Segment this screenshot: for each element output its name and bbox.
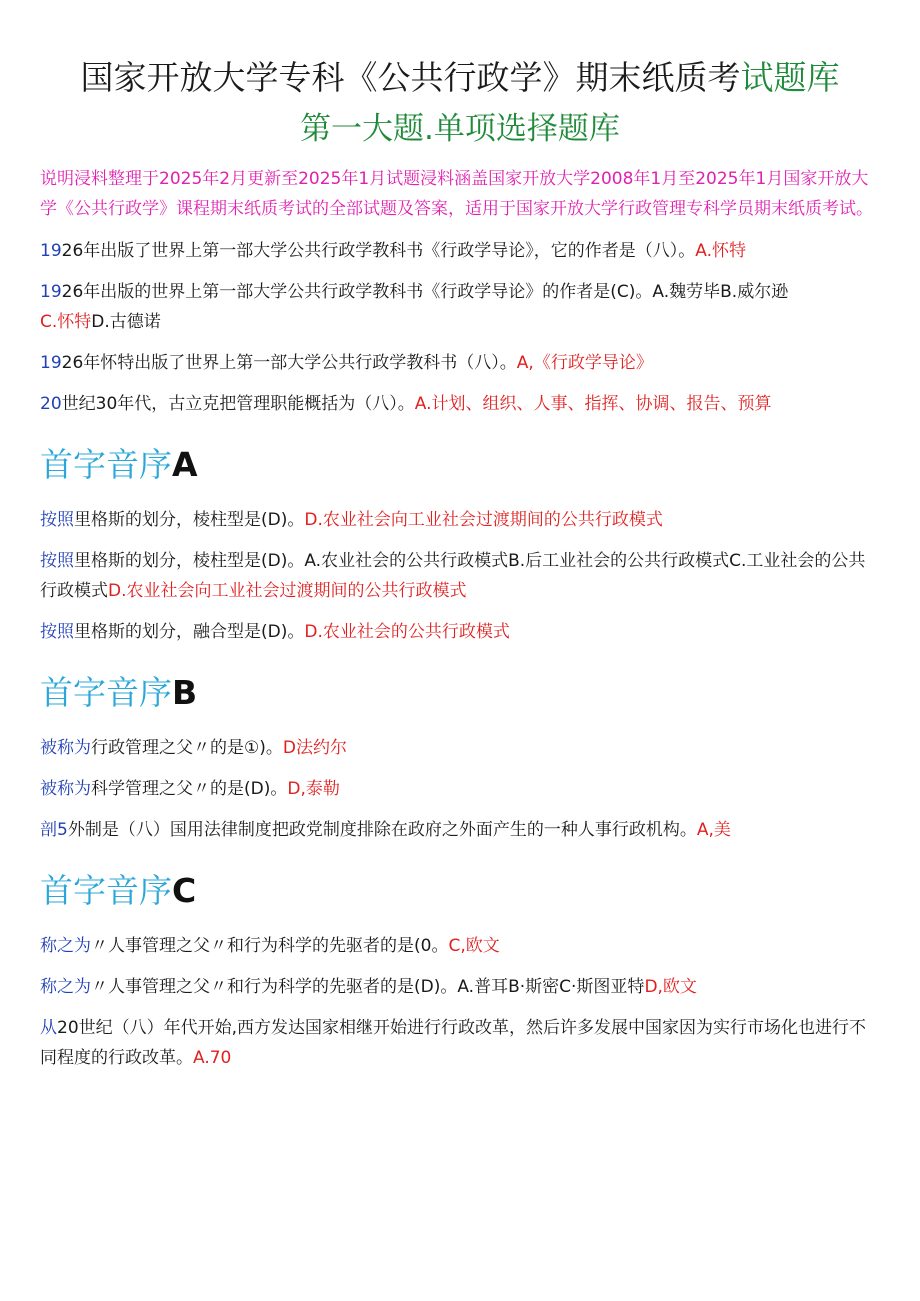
question-answer: A.怀特 [695,241,747,261]
question-answer: D.农业社会向工业社会过渡期间的公共行政模式 [108,581,467,601]
question-item [40,546,880,606]
question-item [40,733,880,763]
question-answer: C,欧文 [448,936,500,956]
question-text: 里格斯的划分，融合型是(D)。 [74,622,305,642]
question-answer: D.农业社会的公共行政模式 [304,622,510,642]
question-answer: D法约尔 [282,738,347,758]
question-item [40,389,880,419]
question-lead: 19 [40,241,62,261]
question-lead: 从 [40,1018,57,1038]
document-title [40,56,880,100]
question-text: 行政管理之父〃的是①)。 [91,738,283,758]
question-lead: 剖5 [40,820,68,840]
question-lead: 称之为 [40,977,91,997]
heading-text: 首字音序 [40,673,172,712]
question-item [40,505,880,535]
question-lead: 被称为 [40,779,91,799]
question-text: 世纪30年代，古立克把管理职能概括为（八）。 [61,394,415,414]
question-lead: 按照 [40,551,74,571]
question-item [40,617,880,647]
question-answer: D,欧文 [644,977,697,997]
question-lead: 20 [40,394,62,414]
question-text: 26年出版的世界上第一部大学公共行政学教科书《行政学导论》的作者是(C)。A.魏劳毕B.威尔逊 [61,282,789,302]
title-green: 试题库 [740,58,840,97]
question-lead: 19 [40,353,62,373]
question-item [40,348,880,378]
heading-letter: B [172,673,198,712]
question-text: 26年出版了世界上第一部大学公共行政学教科书《行政学导论》，它的作者是（八）。 [61,241,696,261]
question-answer: D.农业社会向工业社会过渡期间的公共行政模式 [304,510,663,530]
question-lead: 19 [40,282,62,302]
heading-letter: A [172,445,198,484]
question-answer: D,泰勒 [287,779,340,799]
question-item [40,236,880,266]
question-item [40,931,880,961]
heading-text: 首字音序 [40,871,172,910]
title-main: 国家开放大学专科《公共行政学》期末纸质考 [80,58,741,97]
question-answer: C.怀特 [40,312,92,332]
section-heading-a [40,443,880,487]
question-text: 里格斯的划分，棱柱型是(D)。 [74,510,305,530]
section-title: 第一大题.单项选择题库 [300,111,620,147]
question-text: 里格斯的划分，棱柱型是(D)。A.农业社会的公共行政模式B.后工业社会的公共行政模式C.工业社会的公共行政模式 [40,551,866,601]
question-answer: A.70 [193,1048,232,1068]
question-answer: A,《行政学导论》 [516,353,653,373]
question-lead: 称之为 [40,936,91,956]
question-tail: D.古德诺 [91,312,161,332]
section-heading-b [40,671,880,715]
section-heading-c [40,869,880,913]
question-text: 外制是（八）国用法律制度把政党制度排除在政府之外面产生的一种人事行政机构。 [67,820,697,840]
question-text: 〃人事管理之父〃和行为科学的先驱者的是(D)。A.普耳B·斯密C·斯图亚特 [91,977,645,997]
question-item [40,815,880,845]
heading-text: 首字音序 [40,445,172,484]
question-lead: 按照 [40,622,74,642]
question-item [40,277,880,337]
question-answer: A.计划、组织、人事、指挥、协调、报告、预算 [414,394,772,414]
question-answer: A,美 [696,820,731,840]
heading-letter: C [172,871,197,910]
question-text: 〃人事管理之父〃和行为科学的先驱者的是(0。 [91,936,449,956]
question-item [40,1013,880,1073]
intro-note: 说明浸料整理于2025年2月更新至2025年1月试题浸料涵盖国家开放大学2008年1月至2025年1月国家开放大学《公共行政学》课程期末纸质考试的全部试题及答案，适用于国家开放大学行政管理专科学员期末纸质考试。 [40,169,873,219]
question-lead: 按照 [40,510,74,530]
question-item [40,774,880,804]
question-lead: 被称为 [40,738,91,758]
question-text: 20世纪（八）年代开始,西方发达国家相继开始进行行政改革，然后许多发展中国家因为实行市场化也进行不同程度的行政改革。 [40,1018,867,1068]
question-item [40,972,880,1002]
question-text: 26年怀特出版了世界上第一部大学公共行政学教科书（八）。 [61,353,517,373]
question-text: 科学管理之父〃的是(D)。 [91,779,288,799]
